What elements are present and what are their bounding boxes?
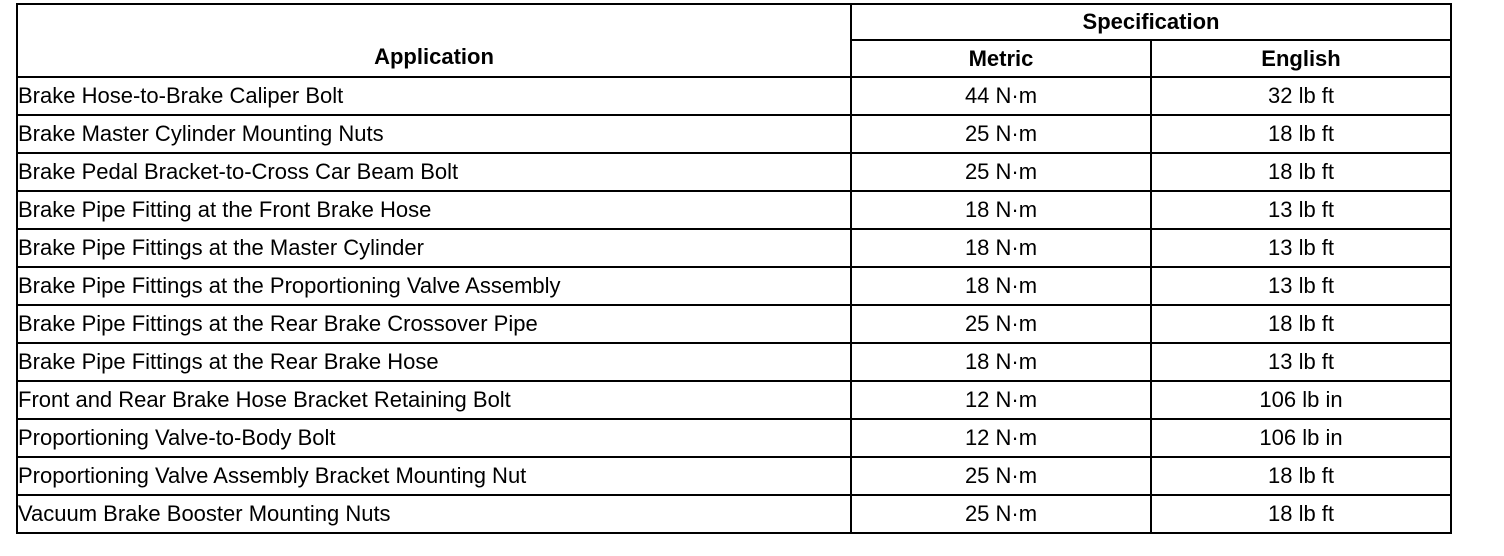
table-row — [17, 495, 1451, 533]
application-cell: Front and Rear Brake Hose Bracket Retaining Bolt — [17, 381, 851, 419]
english-cell: 13 lb ft — [1151, 229, 1451, 267]
table-row — [17, 343, 1451, 381]
application-cell: Brake Pipe Fitting at the Front Brake Hose — [17, 191, 851, 229]
application-cell: Brake Pipe Fittings at the Proportioning Valve Assembly — [17, 267, 851, 305]
english-cell: 18 lb ft — [1151, 457, 1451, 495]
metric-cell: 12 N·m — [851, 419, 1151, 457]
metric-cell: 25 N·m — [851, 305, 1151, 343]
table-row — [17, 381, 1451, 419]
application-cell: Brake Pipe Fittings at the Rear Brake Hose — [17, 343, 851, 381]
table-row — [17, 305, 1451, 343]
torque-specification-table — [16, 3, 1452, 534]
specification-column-header: Specification — [851, 4, 1451, 40]
table-row — [17, 229, 1451, 267]
metric-column-header: Metric — [851, 40, 1151, 77]
application-cell: Brake Pipe Fittings at the Master Cylinder — [17, 229, 851, 267]
application-cell: Proportioning Valve Assembly Bracket Mounting Nut — [17, 457, 851, 495]
metric-cell: 12 N·m — [851, 381, 1151, 419]
english-cell: 18 lb ft — [1151, 115, 1451, 153]
english-cell: 13 lb ft — [1151, 267, 1451, 305]
metric-cell: 25 N·m — [851, 457, 1151, 495]
application-cell: Brake Pedal Bracket-to-Cross Car Beam Bolt — [17, 153, 851, 191]
english-cell: 106 lb in — [1151, 381, 1451, 419]
english-cell: 18 lb ft — [1151, 153, 1451, 191]
english-cell: 13 lb ft — [1151, 343, 1451, 381]
table-row — [17, 77, 1451, 115]
english-cell: 32 lb ft — [1151, 77, 1451, 115]
metric-cell: 18 N·m — [851, 229, 1151, 267]
table-body — [17, 77, 1451, 533]
table-row — [17, 115, 1451, 153]
application-cell: Proportioning Valve-to-Body Bolt — [17, 419, 851, 457]
application-column-header: Application — [17, 4, 851, 77]
metric-cell: 25 N·m — [851, 115, 1151, 153]
table-row — [17, 457, 1451, 495]
table-row — [17, 267, 1451, 305]
english-cell: 18 lb ft — [1151, 495, 1451, 533]
table-row — [17, 153, 1451, 191]
header-row-top — [17, 4, 1451, 40]
metric-cell: 18 N·m — [851, 343, 1151, 381]
table-header — [17, 4, 1451, 77]
metric-cell: 25 N·m — [851, 495, 1151, 533]
english-cell: 18 lb ft — [1151, 305, 1451, 343]
application-cell: Brake Pipe Fittings at the Rear Brake Crossover Pipe — [17, 305, 851, 343]
english-cell: 106 lb in — [1151, 419, 1451, 457]
application-cell: Brake Hose-to-Brake Caliper Bolt — [17, 77, 851, 115]
metric-cell: 25 N·m — [851, 153, 1151, 191]
application-cell: Brake Master Cylinder Mounting Nuts — [17, 115, 851, 153]
table-row — [17, 191, 1451, 229]
metric-cell: 18 N·m — [851, 191, 1151, 229]
english-cell: 13 lb ft — [1151, 191, 1451, 229]
english-column-header: English — [1151, 40, 1451, 77]
metric-cell: 44 N·m — [851, 77, 1151, 115]
metric-cell: 18 N·m — [851, 267, 1151, 305]
table-row — [17, 419, 1451, 457]
application-cell: Vacuum Brake Booster Mounting Nuts — [17, 495, 851, 533]
